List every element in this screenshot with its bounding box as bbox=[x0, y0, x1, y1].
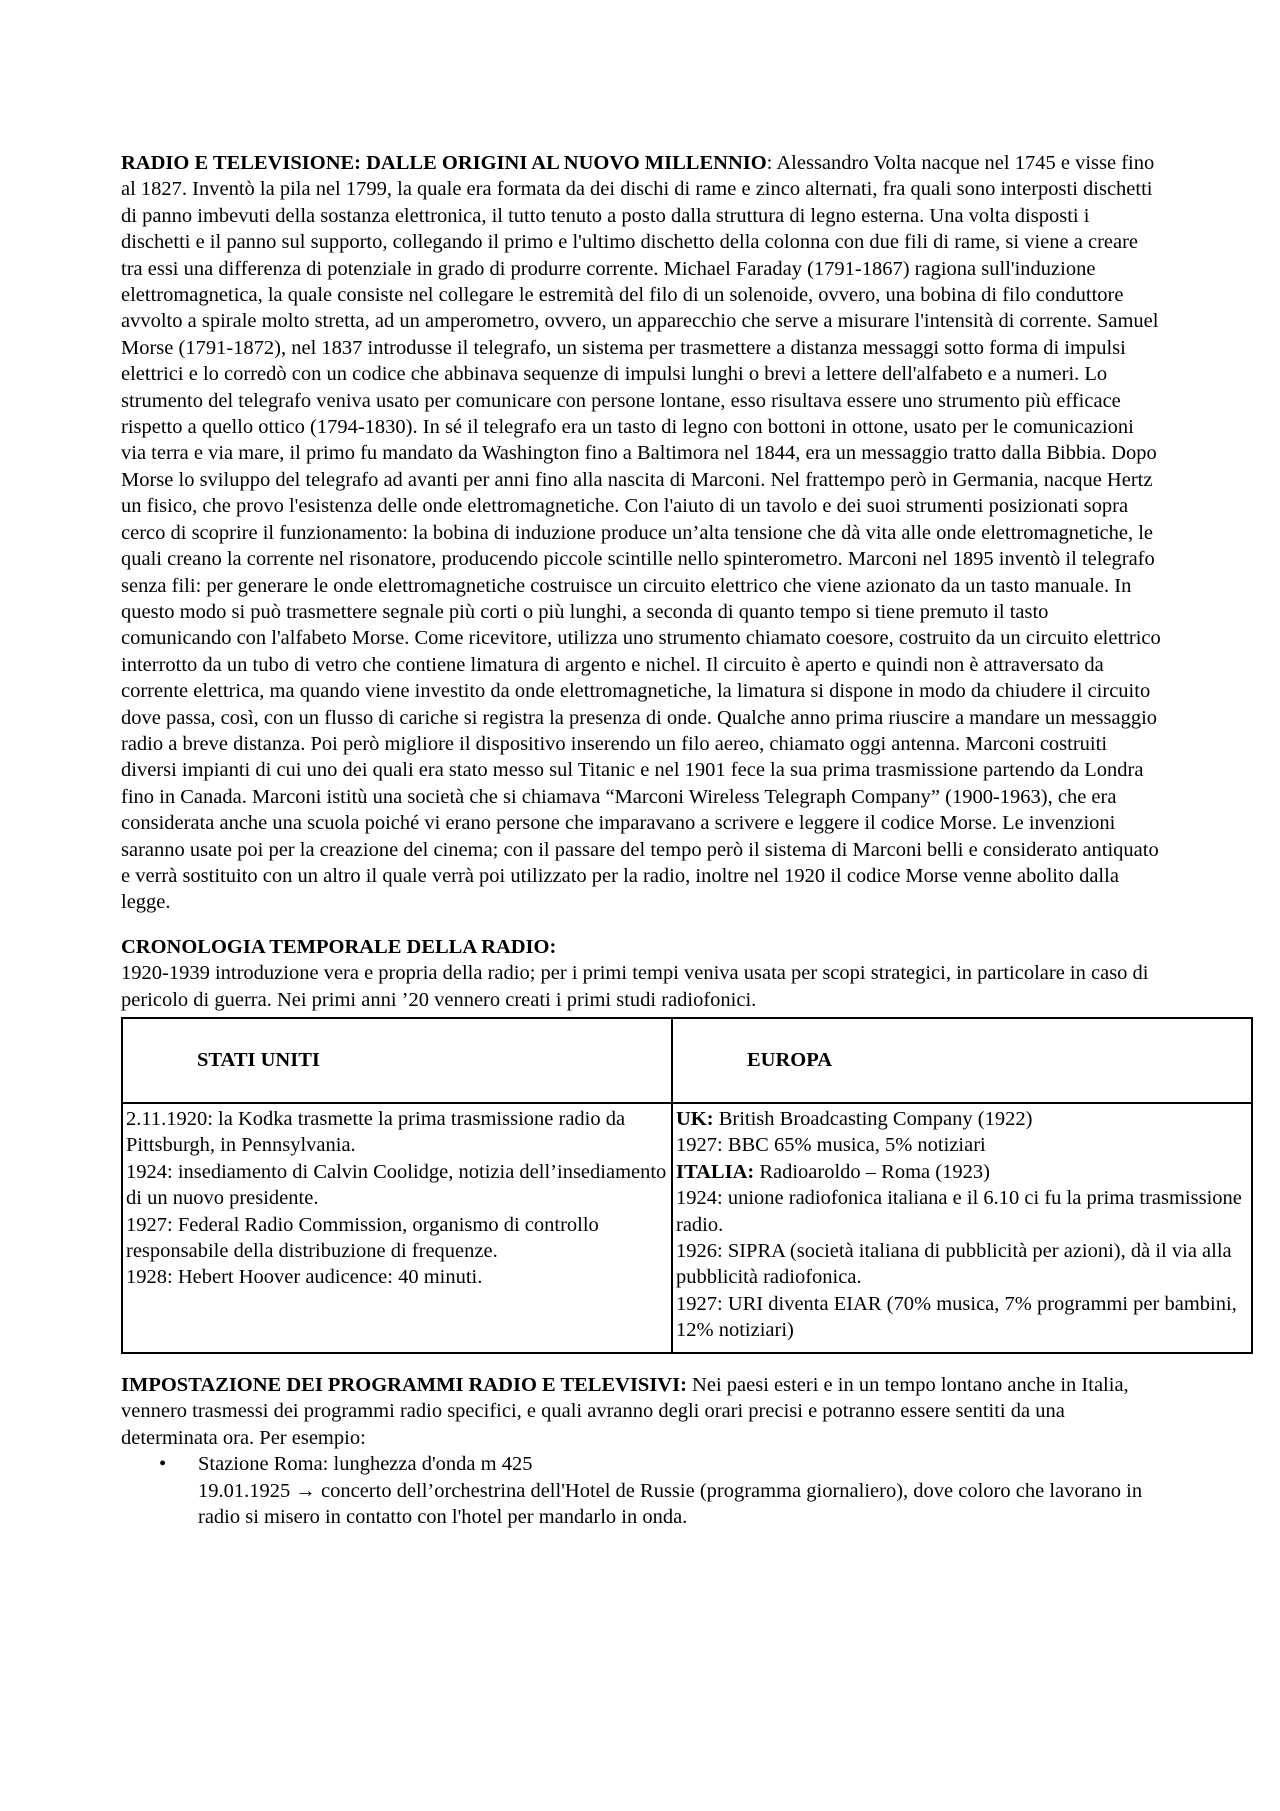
usa-entry: 1928: Hebert Hoover audicence: 40 minuti. bbox=[126, 1266, 483, 1289]
europa-entry-text: British Broadcasting Company (1922) bbox=[713, 1108, 1033, 1130]
bullet-list bbox=[121, 1451, 1161, 1477]
cell-europa bbox=[672, 1103, 1252, 1353]
impostazione-paragraph bbox=[121, 1372, 1161, 1451]
bullet-subtext: 19.01.1925 → concerto dell’orchestrina dell'Hotel de Russie (programma giornaliero), dove coloro che lavorano in radio si misero in contatto con l'hotel per mandarlo in onda. bbox=[198, 1479, 1143, 1529]
cronologia-text: 1920-1939 introduzione vera e propria della radio; per i primi tempi veniva usata per scopi strategici, in particolare in caso di pericolo di guerra. Nei primi anni ’20 vennero creati i primi studi radiofonici. bbox=[121, 962, 1149, 1011]
impostazione-text: Nei paesi esteri e in un tempo lontano anche in Italia, vennero trasmessi dei programmi radio specifici, e quali avranno degli orari precisi e potranno essere sentiti da una determinata ora. Per esempio: bbox=[121, 1374, 1129, 1449]
header-europa: EUROPA bbox=[672, 1018, 1252, 1103]
europa-entry-text: 1927: URI diventa EIAR (70% musica, 7% programmi per bambini, 12% notiziari) bbox=[676, 1292, 1237, 1342]
list-item bbox=[121, 1451, 1161, 1477]
europa-entry-label: ITALIA: bbox=[676, 1160, 755, 1183]
usa-entry: 2.11.1920: la Kodka trasmette la prima trasmissione radio da Pittsburgh, in Pennsylvania. bbox=[126, 1108, 626, 1157]
cronologia-title: CRONOLOGIA TEMPORALE DELLA RADIO: bbox=[121, 935, 557, 958]
europa-entry bbox=[676, 1132, 1248, 1158]
europa-entry bbox=[676, 1159, 1248, 1185]
bullet-text: Stazione Roma: lunghezza d'onda m 425 bbox=[198, 1453, 533, 1476]
europa-entry bbox=[676, 1185, 1248, 1238]
impostazione-title: IMPOSTAZIONE DEI PROGRAMMI RADIO E TELEVISIVI: bbox=[121, 1374, 687, 1396]
intro-text: : Alessandro Volta nacque nel 1745 e visse fino al 1827. Inventò la pila nel 1799, la quale era formata da dei dischi di rame e zinco alternati, fra quali sono interposti dischetti di panno imbevuti della sostanza elettronica, il tutto tenuto a posto dalla struttura di legno esterna. Una volta disposti i dischetti e il panno sul supporto, collegando il primo e l'ultimo dischetto della colonna con due fili di rame, si viene a creare tra essi una differenza di potenziale in grado di produrre corrente. Michael Faraday (1791-1867) ragiona sull'induzione elettromagnetica, la quale consiste nel collegare le estremità del filo di un solenoide, ovvero, una bobina di filo conduttore avvolto a spirale molto stretta, ad un amperometro, ovvero, un apparecchio che serve a misurare l'intensità di corrente. Samuel Morse (1791-1872), nel 1837 introdusse il telegrafo, un sistema per trasmettere a distanza messaggi sotto forma di impulsi elettrici e lo corredò con un codice che abbinava sequenze di impulsi lunghi o brevi a lettere dell'alfabeto e a numeri. Lo strumento del telegrafo veniva usato per comunicare con persone lontane, esso risultava essere uno strumento più efficace rispetto a quello ottico (1794-1830). In sé il telegrafo era un tasto di legno con bottoni in ottone, usato per le comunicazioni via terra e via mare, il primo fu mandato da Washington fino a Baltimora nel 1844, era un messaggio tratto dalla Bibbia. Dopo Morse lo sviluppo del telegrafo ad avanti per anni fino alla nascita di Marconi. Nel frattempo però in Germania, nacque Hertz un fisico, che provo l'esistenza delle onde elettromagnetiche. Con l'aiuto di un tavolo e dei suoi strumenti posizionati sopra cerco di scoprire il funzionamento: la bobina di induzione produce un’alta tensione che dà vita alle onde elettromagnetiche, le quali creano la corrente nel risonatore, producendo piccole scintille nello spinterometro. Marconi nel 1895 inventò il telegrafo senza fili: per generare le onde elettromagnetiche costruisce un circuito elettrico che viene azionato da un tasto manuale. In questo modo si può trasmettere segnale più corti o più lunghi, a seconda di quanto tempo si tiene premuto il tasto comunicando con l'alfabeto Morse. Come ricevitore, utilizza uno strumento chiamato coesore, costruito da un circuito elettrico interrotto da un tubo di vetro che contiene limatura di argento e nichel. Il circuito è aperto e quindi non è attraversato da corrente elettrica, ma quando viene investito da onde elettromagnetiche, la limatura si dispone in modo da chiudere il circuito dove passa, così, con un flusso di cariche si registra la presenza di onde. Qualche anno prima riuscire a mandare un messaggio radio a breve distanza. Poi però migliore il dispositivo inserendo un filo aereo, chiamato oggi antenna. Marconi costruiti diversi impianti di cui uno dei quali era stato messo sul Titanic e nel 1901 fece la sua prima trasmissione partendo da Londra fino in Canada. Marconi istitù una società che si chiamava “Marconi Wireless Telegraph Company” (1900-1963), che era considerata anche una scuola poiché vi erano persone che imparavano a scrivere e leggere il codice Morse. Le invenzioni saranno usate poi per la creazione del cinema; con il passare del tempo però il sistema di Marconi belli e considerato antiquato e verrà sostituito con un altro il quale verrà poi utilizzato per la radio, inoltre nel 1920 il codice Morse venne abolito dalla legge. bbox=[121, 152, 1161, 914]
header-stati-uniti: STATI UNITI bbox=[122, 1018, 672, 1103]
table-header-row bbox=[122, 1018, 1252, 1103]
document-page bbox=[121, 150, 1242, 1530]
cell-stati-uniti bbox=[122, 1103, 672, 1353]
intro-title: RADIO E TELEVISIONE: DALLE ORIGINI AL NUOVO MILLENNIO bbox=[121, 152, 767, 174]
europa-entry bbox=[676, 1238, 1248, 1291]
table-row bbox=[122, 1103, 1252, 1353]
intro-paragraph bbox=[121, 150, 1161, 916]
europa-entry-text: 1927: BBC 65% musica, 5% notiziari bbox=[676, 1134, 986, 1157]
cronologia-table bbox=[121, 1017, 1253, 1354]
europa-entry-text: 1926: SIPRA (società italiana di pubblicità per azioni), dà il via alla pubblicità radiofonica. bbox=[676, 1240, 1232, 1289]
europa-entry-label: UK: bbox=[676, 1108, 714, 1130]
bullet-icon: • bbox=[159, 1453, 167, 1476]
europa-entry-text: Radioaroldo – Roma (1923) bbox=[754, 1160, 990, 1183]
usa-entry: 1924: insediamento di Calvin Coolidge, notizia dell’insediamento di un nuovo presidente. bbox=[126, 1160, 667, 1210]
usa-entry: 1927: Federal Radio Commission, organismo di controllo responsabile della distribuzione di frequenze. bbox=[126, 1213, 599, 1263]
europa-entry bbox=[676, 1291, 1248, 1344]
europa-entry bbox=[676, 1106, 1248, 1132]
europa-entry-text: 1924: unione radiofonica italiana e il 6.10 ci fu la prima trasmissione radio. bbox=[676, 1187, 1242, 1236]
